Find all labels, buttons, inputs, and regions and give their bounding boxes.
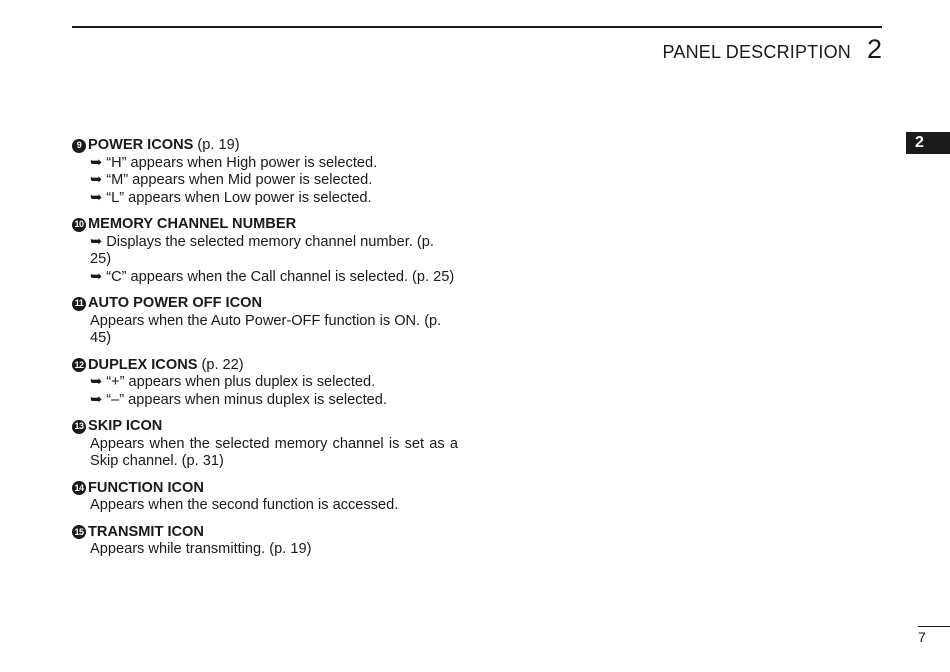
item-number-badge: 10 (72, 218, 86, 232)
section-power-icons (72, 137, 458, 207)
arrow-bullet-icon: ➥ (90, 391, 103, 408)
section-skip-icon (72, 418, 458, 471)
arrow-bullet-icon: ➥ (90, 374, 103, 390)
bullet-item: ➥ Displays the selected memory channel number. (p. 25) (90, 233, 434, 267)
section-duplex-icons (72, 357, 458, 410)
section-memory-channel-number (72, 216, 458, 286)
bullet-item: ➥ “+” appears when plus duplex is selected. (90, 374, 376, 390)
description: Appears when the second function is accessed. (90, 497, 399, 513)
top-rule (72, 26, 882, 28)
description: Appears when the selected memory channel is set as a Skip channel. (p. 31) (90, 435, 458, 469)
bullet-item: ➥ “H” appears when High power is selected. (90, 154, 378, 171)
item-number-badge: 9 (72, 139, 86, 153)
bullet-item: ➥ “–” appears when minus duplex is selected. (90, 391, 387, 408)
item-title: SKIP ICON (88, 418, 163, 434)
item-title: FUNCTION ICON (88, 479, 204, 496)
item-title: MEMORY CHANNEL NUMBER (88, 216, 297, 232)
bullet-item: ➥ “C” appears when the Call channel is selected. (p. 25) (90, 268, 455, 285)
arrow-bullet-icon: ➥ (90, 268, 103, 285)
page-number: 7 (918, 629, 926, 645)
bullet-item: ➥ “L” appears when Low power is selected. (90, 189, 372, 206)
section-transmit-icon (72, 524, 458, 559)
item-number-badge: 15 (72, 525, 86, 539)
arrow-bullet-icon: ➥ (90, 172, 103, 188)
item-number-badge: 13 (72, 420, 86, 434)
item-title: AUTO POWER OFF ICON (88, 295, 263, 311)
arrow-bullet-icon: ➥ (90, 154, 103, 171)
item-number-badge: 12 (72, 358, 86, 372)
chapter-number: 2 (866, 34, 882, 64)
page-header (663, 34, 882, 65)
item-title: POWER ICONS (88, 137, 194, 153)
page-reference: (p. 19) (197, 137, 240, 153)
bullet-item: ➥ “M” appears when Mid power is selected. (90, 172, 373, 188)
page-reference: (p. 22) (201, 356, 244, 373)
section-function-icon (72, 480, 458, 515)
description: Appears while transmitting. (p. 19) (90, 541, 312, 557)
content-column (72, 137, 458, 568)
section-auto-power-off-icon (72, 295, 458, 348)
item-title: TRANSMIT ICON (88, 523, 204, 540)
item-number-badge: 11 (72, 297, 86, 311)
footer-rule (918, 626, 950, 627)
section-title: PANEL DESCRIPTION (662, 42, 851, 62)
description: Appears when the Auto Power-OFF function is ON. (p. 45) (90, 312, 442, 346)
arrow-bullet-icon: ➥ (90, 233, 103, 250)
arrow-bullet-icon: ➥ (90, 189, 103, 206)
chapter-tab: 2 (906, 132, 950, 154)
item-title: DUPLEX ICONS (88, 356, 198, 373)
item-number-badge: 14 (72, 481, 86, 495)
